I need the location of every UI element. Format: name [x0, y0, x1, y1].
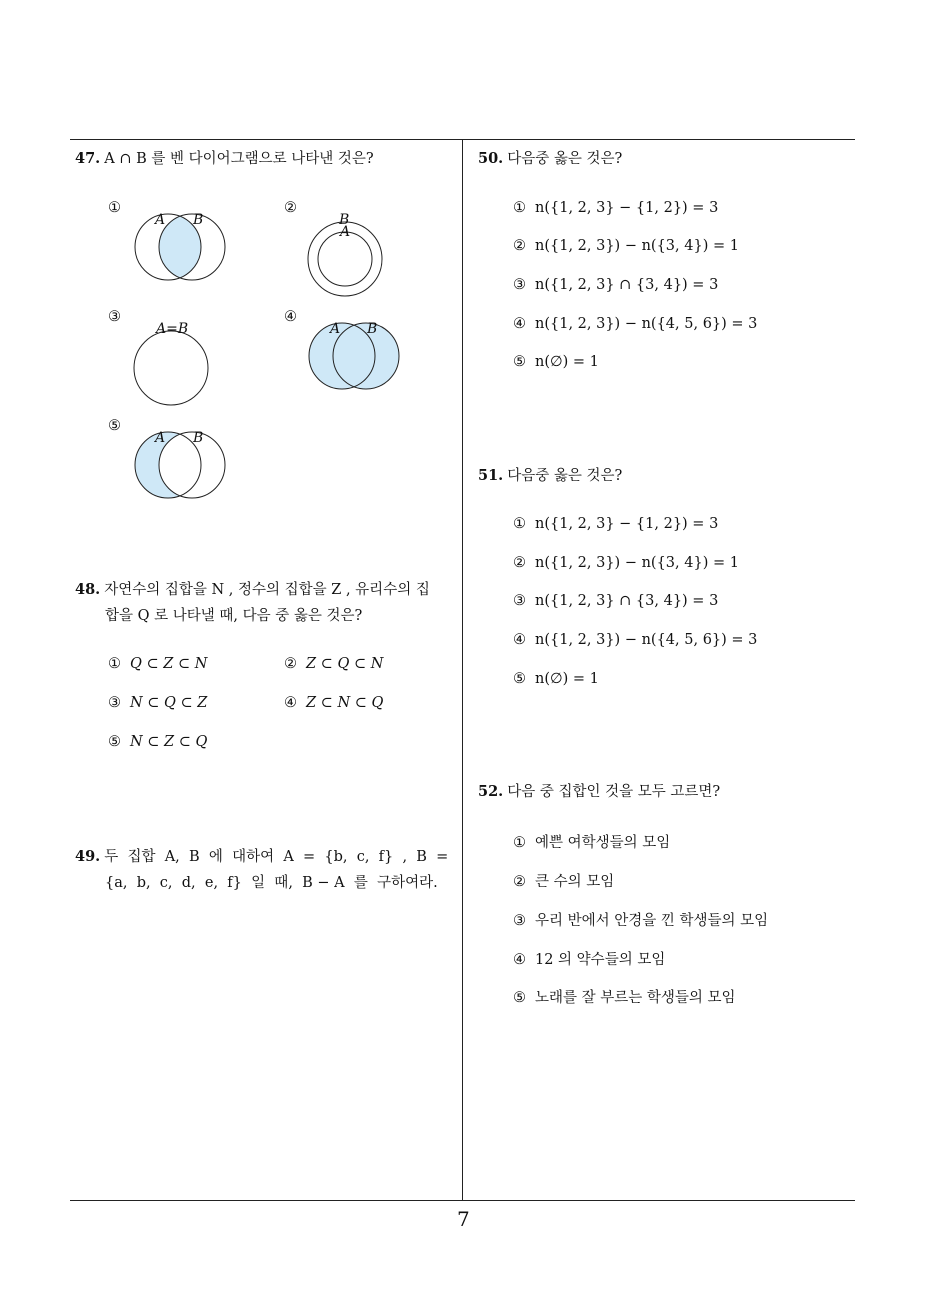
q50-option-1	[513, 200, 718, 216]
option-marker: ①	[513, 200, 526, 216]
option-text: n({1, 2, 3} − {1, 2}) = 3	[535, 200, 719, 216]
q50-option-3	[513, 277, 718, 293]
question-text-2: {a, b, c, d, e, f} 일 때, B − A 를 구하여라.	[105, 875, 438, 891]
bottom-rule	[70, 1200, 855, 1201]
question-52	[478, 779, 720, 805]
question-number: 49.	[75, 848, 101, 865]
set-a-circle	[318, 232, 372, 286]
question-number: 52.	[478, 783, 504, 800]
venn-label-b: B	[339, 212, 350, 228]
option-text: n({1, 2, 3} ∩ {3, 4}) = 3	[535, 593, 719, 609]
option-marker: ③	[513, 277, 526, 293]
option-marker: ①	[108, 656, 121, 672]
venn-label-a: A	[330, 321, 341, 337]
question-number: 48.	[75, 581, 101, 598]
venn-label-b: B	[193, 212, 204, 228]
q50-option-5	[513, 354, 599, 370]
q47-option-1-marker: ①	[108, 200, 121, 216]
question-text: A ∩ B 를 벤 다이어그램으로 나타낸 것은?	[104, 151, 374, 167]
question-51	[478, 463, 622, 489]
option-text: Z ⊂ N ⊂ Q	[306, 695, 384, 711]
question-text-2: 합을 Q 로 나타낼 때, 다음 중 옳은 것은?	[105, 608, 363, 624]
question-number: 47.	[75, 150, 101, 167]
q47-option-2-marker: ②	[284, 200, 297, 216]
q47-option-4-marker: ④	[284, 309, 297, 325]
option-text: Z ⊂ Q ⊂ N	[306, 656, 384, 672]
q48-option-4	[284, 695, 383, 711]
question-text: 다음중 옳은 것은?	[507, 151, 623, 167]
q51-option-5	[513, 671, 599, 687]
q51-option-3	[513, 593, 718, 609]
option-marker: ②	[513, 555, 526, 571]
venn-label-a: A	[340, 224, 351, 240]
q47-option-1-diagram	[125, 210, 235, 285]
option-marker: ①	[513, 516, 526, 532]
option-text: N ⊂ Q ⊂ Z	[130, 695, 208, 711]
question-50	[478, 146, 622, 172]
option-marker: ③	[108, 695, 121, 711]
option-marker: ②	[513, 238, 526, 254]
option-text: 우리 반에서 안경을 낀 학생들의 모임	[535, 913, 769, 929]
q48-option-3	[108, 695, 207, 711]
q50-option-2	[513, 238, 739, 254]
option-text: n({1, 2, 3}) − n({4, 5, 6}) = 3	[535, 632, 758, 648]
option-marker: ⑤	[513, 354, 526, 370]
set-ab-circle	[134, 331, 208, 405]
option-marker: ④	[513, 316, 526, 332]
option-text: n(∅) = 1	[535, 671, 599, 687]
q51-option-2	[513, 555, 739, 571]
question-text-1: 두 집합 A, B 에 대하여 A = {b, c, f} , B =	[104, 849, 449, 865]
q52-option-5	[513, 986, 736, 1007]
question-text-1: 자연수의 집합을 N , 정수의 집합을 Z , 유리수의 집	[104, 582, 430, 598]
q47-option-5-marker: ⑤	[108, 418, 121, 434]
option-text: n({1, 2, 3}) − n({3, 4}) = 1	[535, 238, 739, 254]
q48-option-1	[108, 656, 207, 672]
question-number: 51.	[478, 467, 504, 484]
option-text: 예쁜 여학생들의 모임	[535, 835, 671, 851]
question-line-2	[75, 870, 460, 896]
q47-option-4-diagram	[300, 318, 410, 393]
venn-label-b: B	[367, 321, 378, 337]
option-text: 12 의 약수들의 모임	[535, 952, 666, 968]
option-marker: ④	[284, 695, 297, 711]
option-marker: ①	[513, 835, 526, 851]
option-marker: ②	[513, 874, 526, 890]
question-47	[75, 146, 374, 172]
option-text: n(∅) = 1	[535, 354, 599, 370]
question-text: 다음중 옳은 것은?	[507, 468, 623, 484]
q52-option-1	[513, 831, 670, 852]
option-text: Q ⊂ Z ⊂ N	[130, 656, 208, 672]
q48-option-5	[108, 734, 207, 750]
option-marker: ⑤	[513, 671, 526, 687]
option-text: n({1, 2, 3}) − n({3, 4}) = 1	[535, 555, 739, 571]
page-number: 7	[457, 1207, 470, 1231]
question-text: 다음 중 집합인 것을 모두 고르면?	[507, 784, 721, 800]
venn-label-a-equals-b: A=B	[156, 321, 189, 337]
q47-option-3-diagram	[130, 328, 212, 410]
option-text: n({1, 2, 3} − {1, 2}) = 3	[535, 516, 719, 532]
question-line-1	[75, 577, 460, 603]
question-49	[75, 844, 460, 896]
option-marker: ⑤	[108, 734, 121, 750]
option-marker: ③	[513, 913, 526, 929]
venn-label-a: A	[155, 430, 166, 446]
option-text: 노래를 잘 부르는 학생들의 모임	[535, 990, 736, 1006]
venn-label-b: B	[193, 430, 204, 446]
q47-option-5-diagram	[125, 428, 235, 503]
option-marker: ③	[513, 593, 526, 609]
venn-label-a: A	[155, 212, 166, 228]
q51-option-1	[513, 516, 718, 532]
option-text: N ⊂ Z ⊂ Q	[130, 734, 208, 750]
q51-option-4	[513, 632, 757, 648]
option-marker: ②	[284, 656, 297, 672]
question-number: 50.	[478, 150, 504, 167]
column-divider	[462, 139, 463, 1201]
q52-option-2	[513, 870, 614, 891]
q52-option-4	[513, 948, 665, 969]
q50-option-4	[513, 316, 757, 332]
option-text: 큰 수의 모임	[535, 874, 615, 890]
q52-option-3	[513, 909, 768, 930]
q48-option-2	[284, 656, 383, 672]
question-line-2	[75, 603, 460, 629]
option-text: n({1, 2, 3} ∩ {3, 4}) = 3	[535, 277, 719, 293]
question-48	[75, 577, 460, 629]
option-text: n({1, 2, 3}) − n({4, 5, 6}) = 3	[535, 316, 758, 332]
option-marker: ④	[513, 952, 526, 968]
question-line-1	[75, 844, 460, 870]
option-marker: ④	[513, 632, 526, 648]
q47-option-3-marker: ③	[108, 309, 121, 325]
option-marker: ⑤	[513, 990, 526, 1006]
